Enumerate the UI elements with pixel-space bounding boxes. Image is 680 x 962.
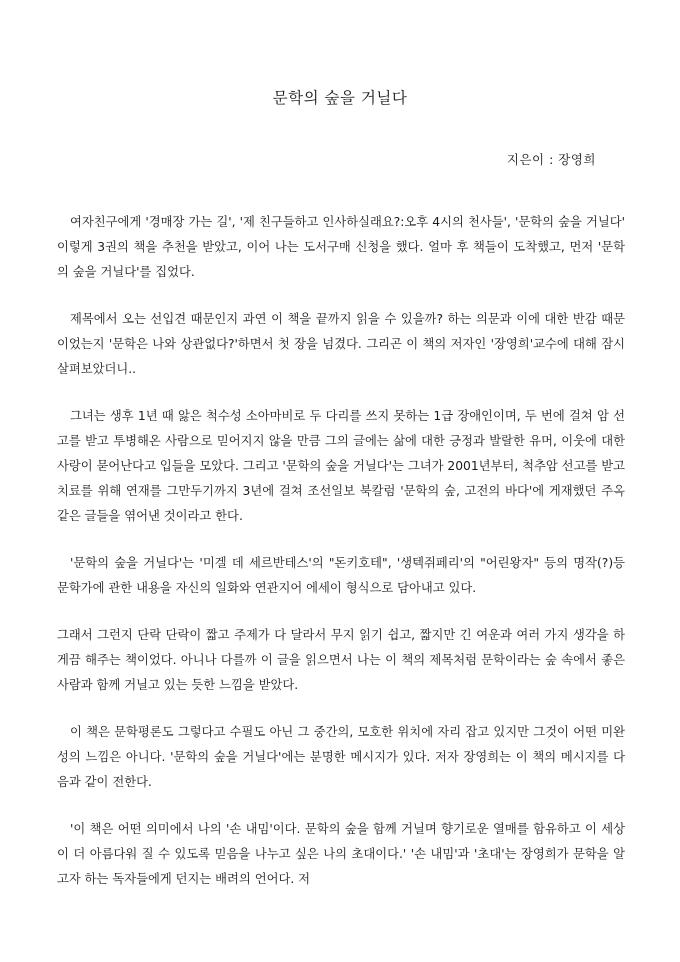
paragraph-2: 제목에서 오는 선입견 때문인지 과연 이 책을 끝까지 읽을 수 있을까? 하는 의문과 이에 대한 반감 때문이었는지 '문학은 나와 상관없다?'하면서 첫 장을 넘겼다. 그리곤 이 책의 저자인 '장영희'교수에 대해 잠시 살펴보았더니.. [57,312,625,376]
document-body [57,210,625,914]
paragraph-5: 그래서 그런지 단락 단락이 짧고 주제가 다 달라서 무지 읽기 쉽고, 짧지만 긴 여운과 여러 가지 생각을 하게끔 해주는 책이었다. 아니나 다를까 이 글을 읽으면서 나는 이 책의 제목처럼 문학이라는 숲 속에서 좋은 사람과 함께 거닐고 있는 듯한 느낌을 받았다. [57,628,625,692]
paragraph-3: 그녀는 생후 1년 때 앓은 척수성 소아마비로 두 다리를 쓰지 못하는 1급 장애인이며, 두 번에 걸쳐 암 선고를 받고 투병해온 사람으로 믿어지지 않을 만큼 그의 글에는 삶에 대한 긍정과 발랄한 유머, 이웃에 대한 사랑이 묻어난다고 입들을 모았다. 그리고 '문학의 숲을 거닐다'는 그녀가 2001년부터, 척추암 선고를 받고 치료를 위해 연재를 그만두기까지 3년에 걸쳐 조선일보 북칼럼 '문학의 숲, 고전의 바다'에 게재했던 주옥같은 글들을 엮어낸 것이라고 한다. [57,409,625,523]
paragraph-7: '이 책은 어떤 의미에서 나의 '손 내밈'이다. 문학의 숲을 함께 거닐며 향기로운 열매를 함유하고 이 세상이 더 아름다워 질 수 있도록 믿음을 나누고 싶은 나의 초대이다.' '손 내밈'과 '초대'는 장영희가 문학을 알고자 하는 독자들에게 던지는 배려의 언어다. 저 [57,822,625,886]
paragraph-1: 여자친구에게 '경매장 가는 길', '제 친구들하고 인사하실래요?:오후 4시의 천사들', '문학의 숲을 거닐다' 이렇게 3권의 책을 추천을 받았고, 이어 나는 도서구매 신청을 했다. 얼마 후 책들이 도착했고, 먼저 '문학의 숲을 거닐다'를 집었다. [57,215,625,279]
paragraph-6: 이 책은 문학평론도 그렇다고 수필도 아닌 그 중간의, 모호한 위치에 자리 잡고 있지만 그것이 어떤 미완성의 느낌은 아니다. '문학의 숲을 거닐다'에는 분명한 메시지가 있다. 저자 장영희는 이 책의 메시지를 다음과 같이 전한다. [57,725,625,789]
author-line: 지은이 : 장영희 [506,152,596,167]
paragraph-4: '문학의 숲을 거닐다'는 '미겔 데 세르반테스'의 "돈키호테", '생텍쥐페리'의 "어린왕자" 등의 명작(?)등 문학가에 관한 내용을 자신의 일화와 연관지어 에세이 형식으로 담아내고 있다. [57,556,625,595]
document-title: 문학의 숲을 거닐다 [272,89,408,107]
